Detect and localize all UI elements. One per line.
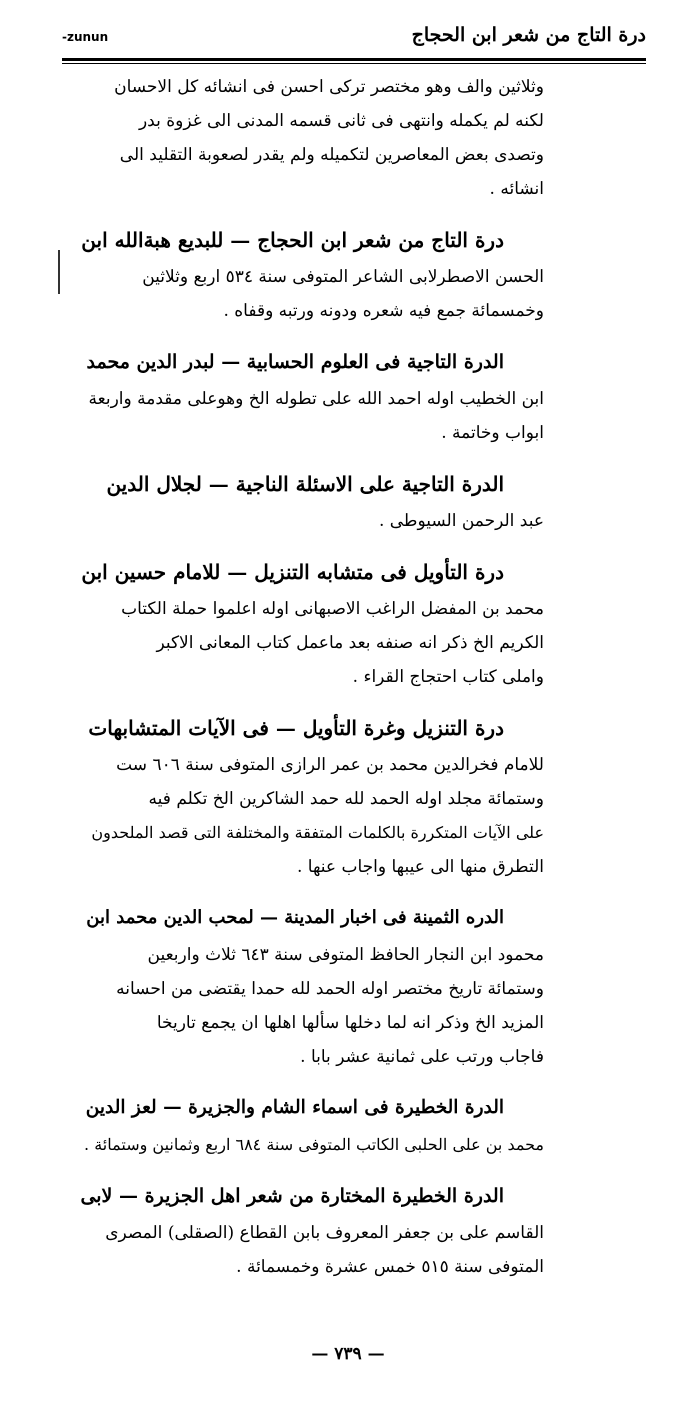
- entry-title: درة التأويل فى متشابه التنزيل — للامام حسين ابن: [81, 560, 504, 584]
- entry-title: درة التنزيل وغرة التأويل — فى الآيات المتشابهات: [88, 716, 504, 740]
- paragraph-gap: [80, 450, 544, 464]
- text-line: المزيد الخ وذكر انه لما دخلها سألها اهلها ان يجمع تاريخا: [156, 1013, 544, 1033]
- paragraph-gap: [80, 884, 544, 898]
- entry-title: الدرة الخطيرة المختارة من شعر اهل الجزيرة — لابى: [80, 1185, 504, 1207]
- entry: [80, 342, 544, 450]
- entry-title: الدرة الخطيرة فى اسماء الشام والجزيرة — لعز الدين: [85, 1097, 504, 1118]
- header-title: درة التاج من شعر ابن الحجاج: [411, 24, 646, 46]
- header-mark: -zunun: [62, 30, 109, 44]
- paragraph-gap: [80, 206, 544, 220]
- text-line: الكريم الخ ذكر انه صنفه بعد ماعمل كتاب المعانى الاكبر: [156, 633, 544, 653]
- text-line: المتوفى سنة ٥١٥ خمس عشرة وخمسمائة .: [236, 1257, 544, 1277]
- entry: [80, 220, 544, 328]
- entry-title: الدره الثمينة فى اخبار المدينة — لمحب الدين محمد ابن: [86, 907, 504, 928]
- text-line: وخمسمائة جمع فيه شعره ودونه ورتبه وقفاه .: [223, 301, 544, 321]
- header-rule-thick: [62, 58, 646, 61]
- text-line: واملى كتاب احتجاج القراء .: [352, 667, 544, 687]
- entry: [80, 708, 544, 884]
- text-line: الحسن الاصطرلابى الشاعر المتوفى سنة ٥٣٤ اربع وثلاثين: [142, 267, 544, 287]
- text-line: وثلاثين والف وهو مختصر تركى احسن فى انشائه كل الاحسان: [114, 77, 544, 97]
- text-line: التطرق منها الى عيبها واجاب عنها .: [296, 857, 544, 877]
- page-number: — ٧٣٩ —: [311, 1344, 385, 1364]
- text-line: ابواب وخاتمة .: [441, 423, 544, 443]
- entry-title: درة التاج من شعر ابن الحجاج — للبديع هبةالله ابن: [81, 228, 504, 252]
- paragraph-gap: [80, 1074, 544, 1088]
- text-line: وستمائة مجلد اوله الحمد لله حمد الشاكرين الخ تكلم فيه: [148, 789, 544, 809]
- paragraph-gap: [80, 1162, 544, 1176]
- margin-mark: [58, 250, 60, 294]
- entry: [80, 898, 544, 1074]
- text-line: للامام فخرالدين محمد بن عمر الرازى المتوفى سنة ٦٠٦ ست: [116, 755, 544, 775]
- header-rule-thin: [62, 63, 646, 64]
- paragraph-gap: [80, 538, 544, 552]
- text-line: وتصدى بعض المعاصرين لتكميله ولم يقدر لصعوبة التقليد الى: [119, 145, 544, 165]
- text-line: محمد بن المفضل الراغب الاصبهانى اوله اعلموا حملة الكتاب: [121, 599, 544, 619]
- entry: [80, 1176, 544, 1284]
- document-body: [80, 70, 544, 1284]
- entry: [80, 464, 544, 538]
- entry-title: الدرة التاجية فى العلوم الحسابية — لبدر الدين محمد: [86, 351, 504, 373]
- text-line: على الآيات المتكررة بالكلمات المتفقة والمختلفة التى قصد الملحدون: [91, 823, 544, 842]
- entry: [80, 70, 544, 206]
- text-line: وستمائة تاريخ مختصر اوله الحمد لله حمدا يقتضى من احسانه: [116, 979, 544, 999]
- entry: [80, 552, 544, 694]
- paragraph-gap: [80, 694, 544, 708]
- entry: [80, 1088, 544, 1162]
- running-header: [62, 22, 646, 58]
- text-line: القاسم على بن جعفر المعروف بابن القطاع (الصقلى) المصرى: [105, 1223, 544, 1243]
- paragraph-gap: [80, 328, 544, 342]
- entry-title: الدرة التاجية على الاسئلة الناجية — لجلال الدين: [106, 472, 504, 496]
- text-line: انشائه .: [489, 179, 544, 199]
- text-line: لكنه لم يكمله وانتهى فى ثانى قسمه المدنى الى غزوة بدر: [138, 111, 544, 131]
- text-line: محمد بن على الحلبى الكاتب المتوفى سنة ٦٨٤ اربع وثمانين وستمائة .: [84, 1135, 544, 1154]
- text-line: محمود ابن النجار الحافظ المتوفى سنة ٦٤٣ ثلاث واربعين: [147, 945, 544, 965]
- text-line: فاجاب ورتب على ثمانية عشر بابا .: [300, 1047, 544, 1067]
- text-line: ابن الخطيب اوله احمد الله على تطوله الخ وهوعلى مقدمة واربعة: [88, 389, 544, 409]
- text-line: عبد الرحمن السيوطى .: [378, 511, 544, 531]
